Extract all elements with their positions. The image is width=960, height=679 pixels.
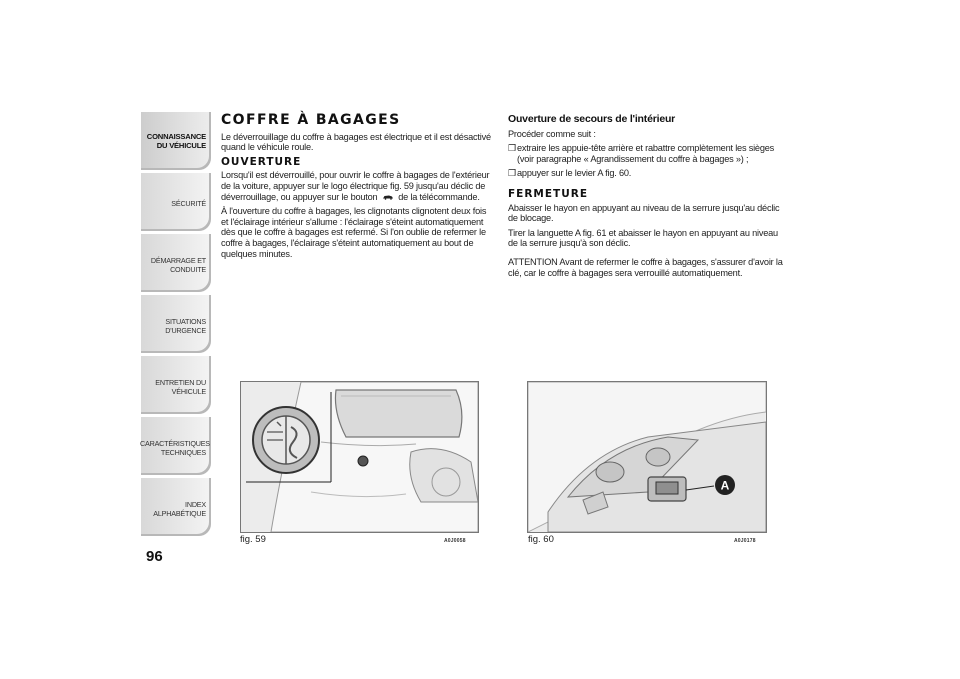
figure-60-code: A0J0178 xyxy=(734,538,756,544)
figure-60-caption: fig. 60 xyxy=(528,534,554,545)
tab-label-line2: TECHNIQUES xyxy=(160,448,206,457)
tab-label-line2: ALPHABÉTIQUE xyxy=(153,509,206,518)
tab-label xyxy=(140,378,206,396)
figure-59-caption: fig. 59 xyxy=(240,534,266,545)
opening-text-before: Lorsqu'il est déverrouillé, pour ouvrir le coffre à bagages de l'extérieur de la voiture, appuyer sur le logo électrique fig. 59 jusqu'au déclic de déverrouillage, ou appuyer sur le bouton xyxy=(221,170,490,202)
tab-label xyxy=(140,199,206,208)
tab-label-line1: SÉCURITÉ xyxy=(171,199,206,208)
tab-situations[interactable] xyxy=(141,295,211,353)
tab-label-line2: DU VÉHICULE xyxy=(156,141,206,150)
tailgate-illustration xyxy=(241,382,478,532)
tab-label-line1: INDEX xyxy=(185,500,206,509)
list-item-text: extraire les appuie-tête arrière et rabattre complètement les sièges (voir paragraphe « Agrandissement du coffre à bagages ») ; xyxy=(517,143,775,164)
tab-label xyxy=(140,317,206,335)
tab-caracteristiques[interactable] xyxy=(141,417,211,475)
closing-paragraph-1: Abaisser le hayon en appuyant au niveau de la serrure jusqu'au déclic de blocage. xyxy=(508,202,780,224)
trunk-key-icon xyxy=(382,194,394,200)
subsection-heading: OUVERTURE xyxy=(221,155,302,168)
figure-59 xyxy=(240,381,479,533)
section-heading: COFFRE À BAGAGES xyxy=(221,112,401,128)
lever-a-label: A xyxy=(720,478,730,493)
tab-label-line2: VÉHICULE xyxy=(171,387,206,396)
tab-entretien[interactable] xyxy=(141,356,211,414)
tab-label-line1: ENTRETIEN DU xyxy=(155,378,206,387)
tab-demarrage[interactable] xyxy=(141,234,211,292)
tab-label-line2: CONDUITE xyxy=(170,265,206,274)
checkbox-icon: ❒ xyxy=(508,143,517,154)
figure-59-code: A0J0058 xyxy=(444,538,466,544)
left-column xyxy=(221,113,493,263)
closing-heading: FERMETURE xyxy=(508,187,588,200)
tab-label-line1: CONNAISSANCE xyxy=(146,132,206,141)
tab-label xyxy=(140,132,206,150)
tab-label xyxy=(140,500,206,518)
procedure-intro: Procéder comme suit : xyxy=(508,128,596,139)
tab-securite[interactable] xyxy=(141,173,211,231)
right-column xyxy=(508,113,790,282)
lighting-paragraph: À l'ouverture du coffre à bagages, les clignotants clignotent deux fois et l'éclairage intérieur s'allume : l'éclairage s'éteint automatiquement dès que le coffre à bagages est refermé. Si l'on oublie de refermer le coffre à bagages, l'éclairage s'éteint automatiquement au bout de quelques minutes. xyxy=(221,206,487,259)
tab-index[interactable] xyxy=(141,478,211,536)
opening-paragraph xyxy=(221,170,493,202)
tab-label-line1: SITUATIONS xyxy=(165,317,206,326)
tab-label-line1: CARACTÉRISTIQUES xyxy=(140,439,210,448)
emergency-heading: Ouverture de secours de l'intérieur xyxy=(508,113,676,125)
tab-label-line2: D'URGENCE xyxy=(165,326,206,335)
checkbox-icon: ❒ xyxy=(508,168,517,179)
opening-text-after: de la télécommande. xyxy=(398,191,480,202)
tab-label xyxy=(140,439,210,457)
tab-label-line1: DÉMARRAGE ET xyxy=(150,256,206,265)
figure-60 xyxy=(527,381,767,533)
list-item xyxy=(508,143,790,164)
interior-lever-illustration xyxy=(528,382,766,532)
intro-paragraph: Le déverrouillage du coffre à bagages est électrique et il est désactivé quand le véhicule roule. xyxy=(221,131,491,153)
list-item xyxy=(508,168,790,179)
tab-connaissance[interactable] xyxy=(141,112,211,170)
warning-paragraph: ATTENTION Avant de refermer le coffre à bagages, s'assurer d'avoir la clé, car le coffre à bagages sera verrouillé automatiquement. xyxy=(508,256,783,278)
tab-label xyxy=(140,256,206,274)
closing-paragraph-2: Tirer la languette A fig. 61 et abaisser le hayon en appuyant au niveau de la serrure jusqu'à son déclic. xyxy=(508,227,778,249)
list-item-text: appuyer sur le levier A fig. 60. xyxy=(517,168,632,179)
page-number: 96 xyxy=(146,548,163,565)
